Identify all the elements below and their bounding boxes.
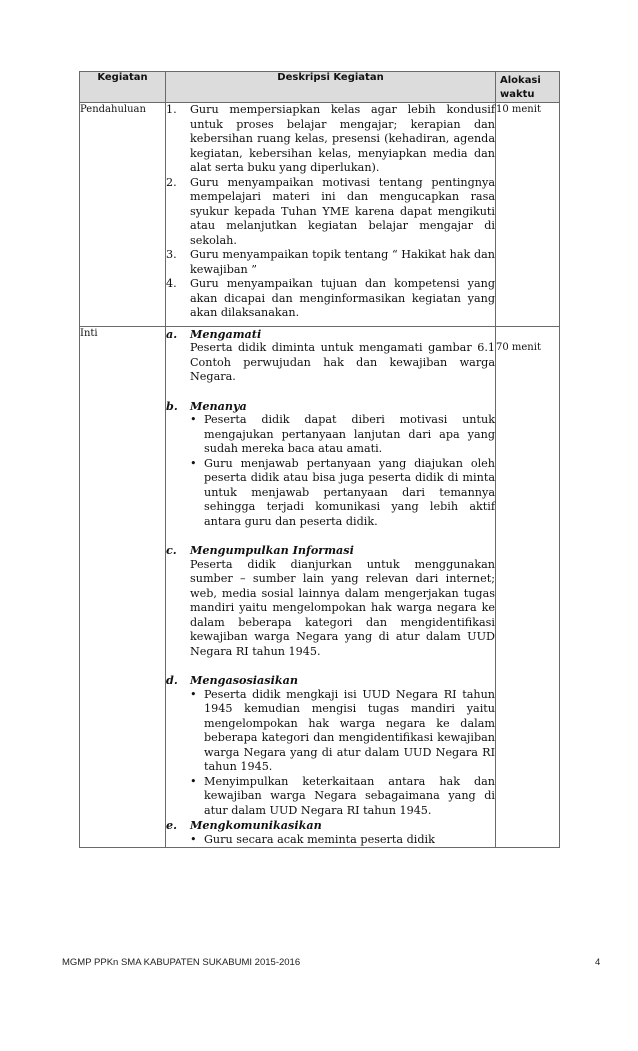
bullet-item: • Guru menjawab pertanyaan yang diajukan oleh peserta didik atau bisa juga peserta didik di minta untuk menjawab pertanyaan dari temannya sehingga terjadi komunikasi yang lebih aktif antara guru dan peserta didik. bbox=[190, 456, 495, 528]
deskripsi-inti bbox=[166, 326, 496, 848]
bullet-item: • Peserta didik mengkaji isi UUD Negara RI tahun 1945 kemudian mengisi tugas mandiri yaitu mengelompokan hak warga negara ke dalam beberapa kategori dan mengidentifikasi kewajiban warga Negara yang di atur dalam UUD Negara RI tahun 1945. bbox=[190, 687, 495, 773]
bullet-item: • Peserta didik dapat diberi motivasi untuk mengajukan pertanyaan lanjutan dari apa yang sudah mereka baca atau amati. bbox=[190, 413, 495, 455]
section-mengasosiasikan-heading: d. Mengasosiasikan bbox=[166, 673, 298, 687]
bullet-icon: • bbox=[190, 413, 197, 426]
header-kegiatan: Kegiatan bbox=[80, 72, 166, 103]
list-item: 2. Guru menyampaikan motivasi tentang pentingnya mempelajari materi ini dan mengucapkan rasa syukur kepada Tuhan YME karena dapat mengikuti atau melanjutkan kegiatan belajar mengajar di sekolah. bbox=[166, 175, 495, 247]
list-item: 3. Guru menyampaikan topik tentang “ Hakikat hak dan kewajiban ” bbox=[166, 248, 495, 276]
bullet-item: • Menyimpulkan keterkaitaan antara hak dan kewajiban warga Negara sebagaimana yang di atur dalam UUD Negara RI tahun 1945. bbox=[190, 774, 495, 817]
deskripsi-pendahuluan bbox=[166, 103, 496, 327]
header-alokasi: Alokasi waktu bbox=[496, 72, 560, 103]
list-item: 1. Guru mempersiapkan kelas agar lebih kondusif untuk proses belajar mengajar; kerapian dan kebersihan ruang kelas, presensi (kehadiran, agenda kegiatan, kebersihan kelas, menyiapkan media dan alat serta buku yang diperlukan). bbox=[166, 103, 495, 174]
bullet-icon: • bbox=[190, 774, 197, 788]
list-item: 4. Guru menyampaikan tujuan dan kompetensi yang akan dicapai dan menginformasikan kegiatan yang akan dilaksanakan. bbox=[166, 277, 495, 319]
page-number: 4 bbox=[595, 957, 601, 968]
bullet-item: • Guru secara acak meminta peserta didik bbox=[190, 832, 435, 846]
bullet-icon: • bbox=[190, 687, 197, 701]
footer-title: MGMP PPKn SMA KABUPATEN SUKABUMI 2015-2016 bbox=[62, 957, 301, 968]
table-header-row bbox=[80, 72, 560, 103]
kegiatan-pendahuluan: Pendahuluan bbox=[80, 103, 166, 327]
section-mengamati-heading: a. Mengamati bbox=[166, 326, 262, 341]
alokasi-inti: 70 menit bbox=[496, 326, 560, 848]
section-mengamati-text: Peserta didik diminta untuk mengamati gambar 6.1 Contoh perwujudan hak dan kewajiban warga Negara. bbox=[190, 341, 495, 383]
lesson-activity-table bbox=[79, 71, 560, 848]
section-menanya-heading: b. Menanya bbox=[166, 398, 247, 413]
section-mengumpulkan-text: Peserta didik dianjurkan untuk menggunakan sumber – sumber lain yang relevan dari internet; web, media sosial lainnya dalam mengerjakan tugas mandiri yaitu mengelompokan hak warga negara ke dalam beberapa kategori dan mengidentifikasi kewajiban warga Negara yang di atur dalam UUD Negara RI tahun 1945. bbox=[190, 557, 495, 658]
kegiatan-inti: Inti bbox=[80, 326, 166, 848]
section-mengkomunikasikan-heading: e. Mengkomunikasikan bbox=[166, 818, 322, 832]
row-inti bbox=[80, 326, 560, 848]
row-pendahuluan bbox=[80, 103, 560, 327]
section-mengumpulkan-heading: c. Mengumpulkan Informasi bbox=[166, 543, 354, 557]
header-deskripsi: Deskripsi Kegiatan bbox=[166, 72, 496, 103]
alokasi-pendahuluan: 10 menit bbox=[496, 103, 560, 327]
bullet-icon: • bbox=[190, 832, 197, 846]
bullet-icon: • bbox=[190, 456, 197, 470]
